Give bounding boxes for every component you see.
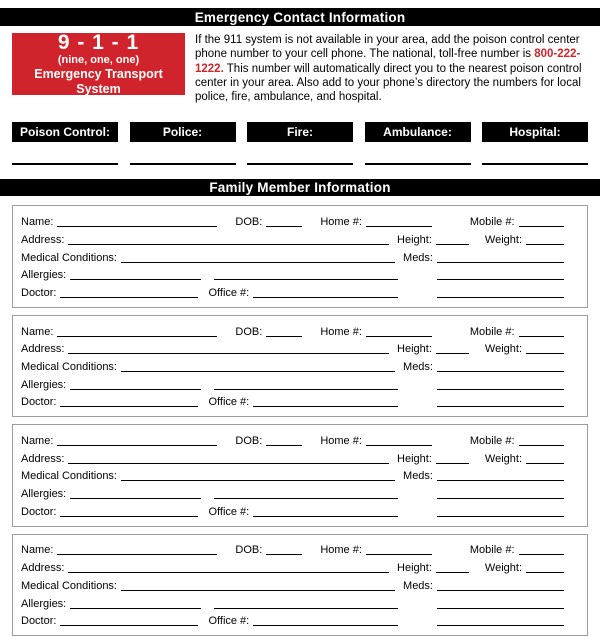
meds-continuation-line (437, 389, 564, 390)
home-phone-label: Home #: (320, 216, 362, 229)
meds-blank-line (437, 371, 564, 372)
weight-label: Weight: (484, 562, 522, 575)
member-row-medical (21, 466, 579, 484)
family-member-header-title: Family Member Information (209, 180, 391, 196)
family-member-block (12, 205, 588, 307)
mobile-phone-label: Mobile #: (469, 544, 515, 557)
meds-label: Meds: (403, 251, 433, 264)
member-row-address (21, 448, 579, 466)
allergies-blank-line (70, 498, 201, 499)
member-row-name (21, 321, 579, 339)
office-phone-blank-line (253, 516, 398, 517)
emergency-contact-blank-lines-row (12, 163, 588, 165)
height-blank-line (436, 463, 469, 464)
family-member-block (12, 424, 588, 526)
meds-label: Meds: (403, 360, 433, 373)
doctor-blank-line (60, 516, 198, 517)
height-blank-line (436, 244, 469, 245)
member-row-name (21, 540, 579, 558)
member-row-address (21, 229, 579, 247)
doctor-blank-line (60, 406, 198, 407)
name-blank-line (57, 336, 217, 337)
911-label: Emergency Transport System (34, 67, 163, 96)
emergency-contact-header-title: Emergency Contact Information (194, 9, 406, 25)
member-row-address (21, 557, 579, 575)
allergies-blank-line (70, 279, 201, 280)
dob-label: DOB: (235, 216, 263, 229)
address-blank-line (68, 463, 389, 464)
poison-control-instructions (185, 33, 588, 104)
allergies-continuation-line (214, 498, 398, 499)
doctor-label: Doctor: (21, 615, 57, 628)
mobile-phone-blank-line (519, 445, 564, 446)
member-row-doctor (21, 392, 579, 410)
office-phone-blank-line (253, 297, 398, 298)
office-phone-blank-line (253, 406, 398, 407)
home-phone-blank-line (366, 445, 432, 446)
family-member-block (12, 534, 588, 636)
allergies-label: Allergies: (21, 488, 67, 501)
home-phone-label: Home #: (320, 435, 362, 448)
weight-label: Weight: (484, 233, 522, 246)
member-row-medical (21, 356, 579, 374)
poison-control-phone-number: 800-222-1222. (195, 48, 581, 75)
mobile-phone-label: Mobile #: (469, 435, 515, 448)
meds-continuation-line (437, 498, 564, 499)
name-label: Name: (21, 325, 54, 338)
height-label: Height: (397, 562, 432, 575)
height-label: Height: (397, 233, 432, 246)
medical-conditions-label: Medical Conditions: (21, 360, 117, 373)
name-blank-line (57, 445, 217, 446)
meds-blank-line (437, 262, 564, 263)
doctor-label: Doctor: (21, 396, 57, 409)
member-row-doctor (21, 611, 579, 629)
contact-label-poison-control: Poison Control: (12, 122, 118, 142)
height-label: Height: (397, 452, 432, 465)
allergies-label: Allergies: (21, 378, 67, 391)
dob-label: DOB: (235, 544, 263, 557)
weight-label: Weight: (484, 452, 522, 465)
meds-blank-line (437, 480, 564, 481)
mobile-phone-label: Mobile #: (469, 216, 515, 229)
allergies-label: Allergies: (21, 269, 67, 282)
member-row-name (21, 430, 579, 448)
name-label: Name: (21, 216, 54, 229)
contact-label-police: Police: (130, 122, 236, 142)
mobile-phone-label: Mobile #: (469, 325, 515, 338)
contact-label-ambulance: Ambulance: (365, 122, 471, 142)
name-label: Name: (21, 435, 54, 448)
medical-conditions-label: Medical Conditions: (21, 251, 117, 264)
name-blank-line (57, 554, 217, 555)
member-row-allergies (21, 374, 579, 392)
medical-conditions-blank-line (121, 590, 395, 591)
height-blank-line (436, 353, 469, 354)
member-row-doctor (21, 501, 579, 519)
blank-line-ambulance (365, 163, 471, 165)
doctor-label: Doctor: (21, 505, 57, 518)
blank-line-poison-control (12, 163, 118, 165)
member-row-allergies (21, 265, 579, 283)
doctor-label: Doctor: (21, 286, 57, 299)
allergies-continuation-line (214, 608, 398, 609)
meds-label: Meds: (403, 470, 433, 483)
meds-continuation-line (437, 608, 564, 609)
911-number: 9 - 1 - 1 (57, 31, 140, 54)
dob-blank-line (266, 336, 302, 337)
member-row-allergies (21, 483, 579, 501)
meds-continuation-line-2 (437, 406, 564, 407)
address-label: Address: (21, 233, 65, 246)
home-phone-blank-line (366, 336, 432, 337)
office-phone-label: Office #: (208, 396, 250, 409)
allergies-continuation-line (214, 279, 398, 280)
mobile-phone-blank-line (519, 226, 564, 227)
home-phone-label: Home #: (320, 325, 362, 338)
address-blank-line (68, 572, 389, 573)
medical-conditions-blank-line (121, 480, 395, 481)
dob-blank-line (266, 554, 302, 555)
address-blank-line (68, 244, 389, 245)
home-phone-blank-line (366, 554, 432, 555)
medical-conditions-blank-line (121, 262, 395, 263)
meds-continuation-line-2 (437, 625, 564, 626)
home-phone-blank-line (366, 226, 432, 227)
office-phone-label: Office #: (208, 286, 250, 299)
meds-blank-line (437, 590, 564, 591)
contact-label-hospital: Hospital: (482, 122, 588, 142)
medical-conditions-label: Medical Conditions: (21, 579, 117, 592)
member-row-medical (21, 247, 579, 265)
member-row-allergies (21, 593, 579, 611)
allergies-label: Allergies: (21, 597, 67, 610)
dob-label: DOB: (235, 325, 263, 338)
allergies-blank-line (70, 389, 201, 390)
emergency-contact-header (0, 8, 600, 26)
weight-blank-line (526, 353, 564, 354)
family-members-section (12, 205, 588, 636)
medical-conditions-label: Medical Conditions: (21, 470, 117, 483)
911-banner (12, 33, 185, 95)
weight-blank-line (526, 244, 564, 245)
contact-label-fire: Fire: (247, 122, 353, 142)
dob-blank-line (266, 445, 302, 446)
mobile-phone-blank-line (519, 336, 564, 337)
member-row-doctor (21, 282, 579, 300)
weight-label: Weight: (484, 343, 522, 356)
member-row-medical (21, 575, 579, 593)
blank-line-police (130, 163, 236, 165)
doctor-blank-line (60, 625, 198, 626)
office-phone-label: Office #: (208, 505, 250, 518)
weight-blank-line (526, 572, 564, 573)
name-label: Name: (21, 544, 54, 557)
mobile-phone-blank-line (519, 554, 564, 555)
height-label: Height: (397, 343, 432, 356)
allergies-blank-line (70, 608, 201, 609)
blank-line-fire (247, 163, 353, 165)
home-phone-label: Home #: (320, 544, 362, 557)
intro-section (12, 33, 588, 104)
911-subtitle: (nine, one, one) (57, 54, 140, 66)
doctor-blank-line (60, 297, 198, 298)
meds-label: Meds: (403, 579, 433, 592)
address-label: Address: (21, 452, 65, 465)
weight-blank-line (526, 463, 564, 464)
emergency-contact-labels-row (12, 122, 588, 142)
height-blank-line (436, 572, 469, 573)
member-row-address (21, 339, 579, 357)
blank-line-hospital (482, 163, 588, 165)
address-label: Address: (21, 562, 65, 575)
family-member-header (0, 179, 600, 196)
instructions-text-before: If the 911 system is not available in your area, add the poison control center phone number to your cell phone. The national, toll-free number is (195, 34, 580, 61)
family-member-block (12, 315, 588, 417)
meds-continuation-line-2 (437, 297, 564, 298)
office-phone-blank-line (253, 625, 398, 626)
instructions-text-after: This number will automatically direct you to the nearest poison control center in your area. Also add to your phone’s directory the numbers for local police, fire, ambulance, and hospital. (195, 62, 582, 104)
address-label: Address: (21, 343, 65, 356)
meds-continuation-line (437, 279, 564, 280)
office-phone-label: Office #: (208, 615, 250, 628)
dob-label: DOB: (235, 435, 263, 448)
address-blank-line (68, 353, 389, 354)
meds-continuation-line-2 (437, 516, 564, 517)
medical-conditions-blank-line (121, 371, 395, 372)
allergies-continuation-line (214, 389, 398, 390)
name-blank-line (57, 226, 217, 227)
dob-blank-line (266, 226, 302, 227)
member-row-name (21, 211, 579, 229)
